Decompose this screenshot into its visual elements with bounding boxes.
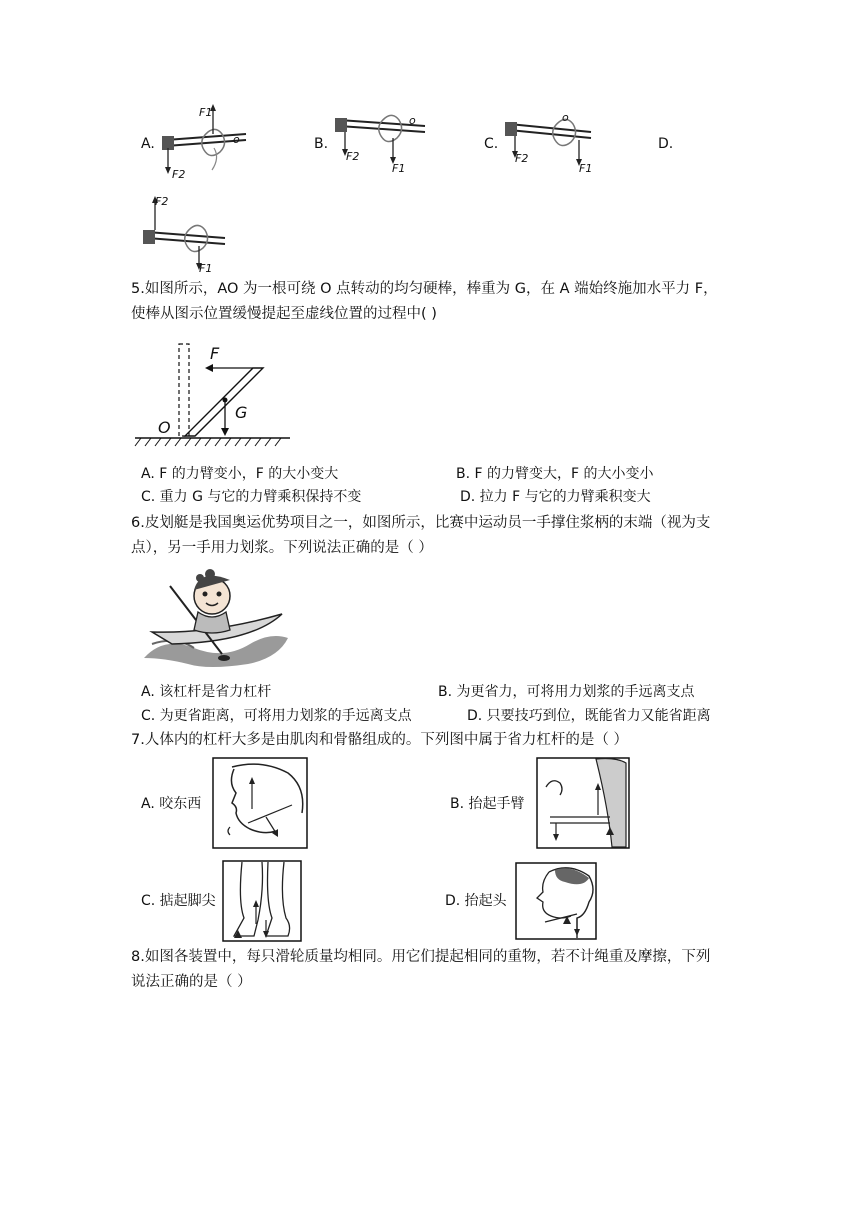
q6-stem-line2: 点），另一手用力划浆。下列说法正确的是（ ） xyxy=(131,540,433,556)
q7-option-c[interactable]: C. 掂起脚尖 xyxy=(141,893,216,909)
q7-option-a[interactable]: A. 咬东西 xyxy=(141,796,202,812)
q4-option-a-letter[interactable]: A. xyxy=(141,136,155,152)
q7-figure-a-biting xyxy=(212,757,308,849)
q5-stem-line2: 使棒从图示位置缓慢提起至虚线位置的过程中( ) xyxy=(131,306,437,322)
q4-d-bottom-force: F1 xyxy=(199,262,213,275)
q4-b-bottom-force-2: F1 xyxy=(392,162,406,175)
q5-option-a[interactable]: A. F 的力臂变小，F 的大小变大 xyxy=(141,466,339,482)
q6-kayak-figure xyxy=(142,566,290,674)
q5-option-d[interactable]: D. 拉力 F 与它的力臂乘积变大 xyxy=(460,489,651,505)
q4-option-b-letter[interactable]: B. xyxy=(314,136,329,152)
q8-stem-line1: 8.如图各装置中，每只滑轮质量均相同。用它们提起相同的重物，若不计绳重及摩擦，下列 xyxy=(131,949,711,965)
q6-stem-line1: 6.皮划艇是我国奥运优势项目之一，如图所示，比赛中运动员一手撑住浆柄的末端（视为支 xyxy=(131,515,711,531)
q5-stem-line1: 5.如图所示，AO 为一根可绕 O 点转动的均匀硬棒，棒重为 G，在 A 端始终施加水平力 F， xyxy=(131,281,718,297)
q5-fig-force-label: F xyxy=(210,344,220,363)
q4-a-bottom-force: F2 xyxy=(172,168,186,181)
q7-figure-c-tiptoe xyxy=(222,860,302,942)
q7-figure-b-arm xyxy=(536,757,630,849)
q8-stem-line2: 说法正确的是（ ） xyxy=(131,974,252,990)
q5-fig-pivot-label: O xyxy=(158,418,171,437)
q4-c-bottom-force-2: F1 xyxy=(579,162,593,175)
q4-d-top-force: F2 xyxy=(155,195,169,208)
q6-option-c[interactable]: C. 为更省距离，可将用力划浆的手远离支点 xyxy=(141,708,412,724)
q4-option-c-letter[interactable]: C. xyxy=(484,136,499,152)
q4-b-bottom-force: F2 xyxy=(346,150,360,163)
q4-c-pivot: o xyxy=(562,111,569,124)
q7-option-d[interactable]: D. 抬起头 xyxy=(445,893,507,909)
q4-figure-b xyxy=(333,112,433,178)
q7-option-b[interactable]: B. 抬起手臂 xyxy=(450,796,525,812)
q5-option-c[interactable]: C. 重力 G 与它的力臂乘积保持不变 xyxy=(141,489,362,505)
q4-c-bottom-force: F2 xyxy=(515,152,529,165)
q7-figure-d-head xyxy=(515,862,597,940)
q5-fig-weight-label: G xyxy=(235,403,248,422)
q7-stem: 7.人体内的杠杆大多是由肌肉和骨骼组成的。下列图中属于省力杠杆的是（ ） xyxy=(131,732,628,748)
q4-a-top-force: F1 xyxy=(199,106,213,119)
q4-option-d-letter[interactable]: D. xyxy=(658,136,674,152)
q4-a-pivot: o xyxy=(233,133,240,146)
q6-option-b[interactable]: B. 为更省力，可将用力划浆的手远离支点 xyxy=(438,684,695,700)
q4-b-pivot: o xyxy=(409,114,416,127)
q5-option-b[interactable]: B. F 的力臂变大，F 的大小变小 xyxy=(456,466,654,482)
q6-option-d[interactable]: D. 只要技巧到位，既能省力又能省距离 xyxy=(467,708,711,724)
q6-option-a[interactable]: A. 该杠杆是省力杠杆 xyxy=(141,684,272,700)
